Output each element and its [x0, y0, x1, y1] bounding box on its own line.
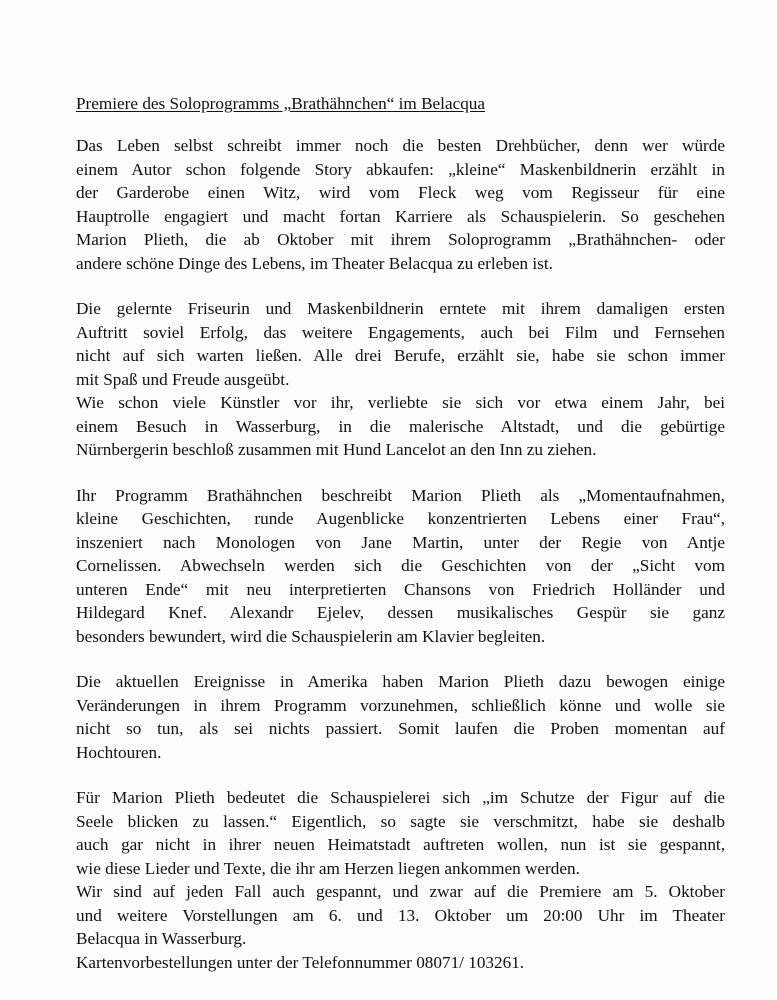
text-line: Die gelernte Friseurin und Maskenbildnerin erntete mit ihrem damaligen ersten [76, 299, 725, 318]
text-line: andere schöne Dinge des Lebens, im Theater Belacqua zu erleben ist. [76, 253, 553, 273]
text-line: Wir sind auf jeden Fall auch gespannt, und zwar auf die Premiere am 5. Oktober [76, 882, 725, 901]
text-line: der Garderobe einen Witz, wird vom Fleck weg vom Regisseur für eine [76, 183, 725, 202]
text-line: Kartenvorbestellungen unter der Telefonnummer 08071/ 103261. [76, 952, 525, 972]
paragraph-career [76, 297, 725, 462]
text-line: auch gar nicht in ihrer neuen Heimatstadt auftreten wollen, nun ist sie gespannt, [76, 835, 725, 854]
text-line: kleine Geschichten, runde Augenblicke konzentrierten Lebens einer Frau“, [76, 509, 725, 528]
text-line: Hochtouren. [76, 742, 162, 762]
text-line: Für Marion Plieth bedeutet die Schauspielerei sich „im Schutze der Figur auf die [76, 788, 725, 807]
text-line: inszeniert nach Monologen von Jane Martin, unter der Regie von Antje [76, 532, 725, 552]
text-line: nicht so tun, als sei nichts passiert. Somit laufen die Proben momentan auf [76, 719, 725, 738]
text-line: Auftritt soviel Erfolg, das weitere Engagements, auch bei Film und Fernsehen [76, 322, 725, 342]
text-line: Ihr Programm Brathähnchen beschreibt Marion Plieth als „Momentaufnahmen, [76, 485, 725, 505]
text-line: Wie schon viele Künstler vor ihr, verliebte sie sich vor etwa einem Jahr, bei [76, 393, 725, 412]
text-line: Marion Plieth, die ab Oktober mit ihrem Soloprogramm „Brathähnchen- oder [76, 230, 725, 249]
paragraph-program [76, 484, 725, 649]
text-line: Hildegard Knef. Alexandr Ejelev, dessen musikalisches Gespür sie ganz [76, 603, 725, 622]
text-line: einem Besuch in Wasserburg, in die malerische Altstadt, und die gebürtige [76, 416, 725, 436]
text-line: Die aktuellen Ereignisse in Amerika haben Marion Plieth dazu bewogen einige [76, 672, 725, 691]
text-line: Hauptrolle engagiert und macht fortan Karriere als Schauspielerin. So geschehen [76, 206, 725, 226]
paragraph-premiere [76, 786, 725, 974]
text-line: einem Autor schon folgende Story abkaufen: „kleine“ Maskenbildnerin erzählt in [76, 159, 725, 179]
paragraph-intro [76, 134, 725, 275]
text-line: mit Spaß und Freude ausgeübt. [76, 369, 290, 389]
text-line: Seele blicken zu lassen.“ Eigentlich, so sagte sie verschmitzt, habe sie deshalb [76, 811, 725, 831]
text-line: besonders bewundert, wird die Schauspielerin am Klavier begleiten. [76, 626, 546, 646]
document-title: Premiere des Soloprogramms „Brathähnchen“ im Belacqua [76, 94, 486, 113]
text-line: wie diese Lieder und Texte, die ihr am Herzen liegen ankommen werden. [76, 858, 580, 878]
text-line: Das Leben selbst schreibt immer noch die besten Drehbücher, denn wer würde [76, 136, 725, 155]
text-line: Veränderungen in ihrem Programm vorzunehmen, schließlich könne und wolle sie [76, 695, 725, 715]
text-line: und weitere Vorstellungen am 6. und 13. Oktober um 20:00 Uhr im Theater [76, 905, 725, 925]
text-line: Nürnbergerin beschloß zusammen mit Hund Lancelot an den Inn zu ziehen. [76, 440, 597, 459]
text-line: nicht auf sich warten ließen. Alle drei Berufe, erzählt sie, habe sie schon immer [76, 346, 725, 365]
paragraph-events [76, 670, 725, 764]
text-line: Belacqua in Wasserburg. [76, 929, 247, 948]
text-line: Cornelissen. Abwechseln werden sich die Geschichten von der „Sicht vom [76, 556, 725, 575]
text-line: unteren Ende“ mit neu interpretierten Chansons von Friedrich Holländer und [76, 579, 725, 599]
